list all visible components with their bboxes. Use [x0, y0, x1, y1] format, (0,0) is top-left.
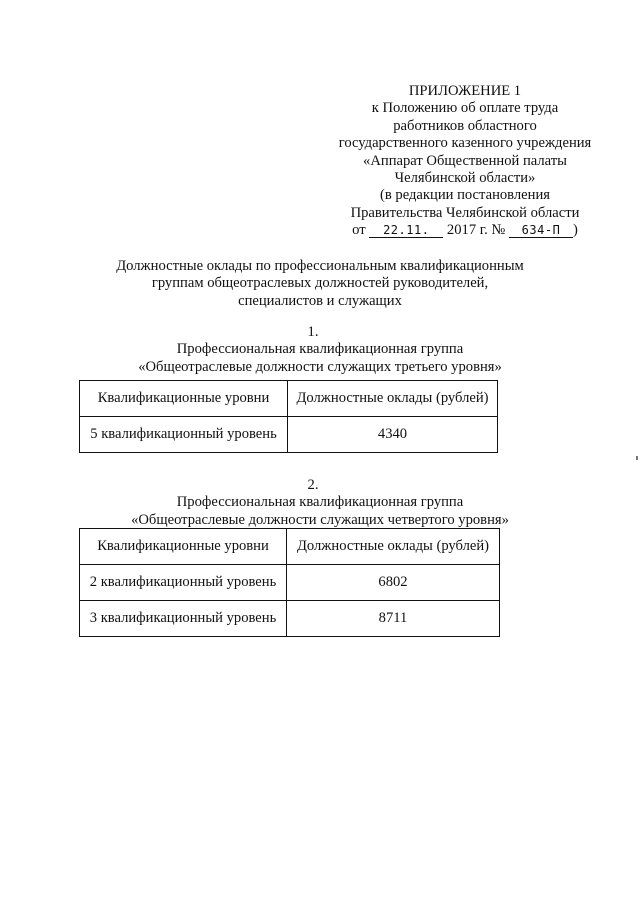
group-heading-1 — [90, 324, 550, 376]
salary-table-2 — [79, 528, 500, 637]
table-row — [80, 565, 500, 601]
title-line: группам общеотраслевых должностей руководителей, — [151, 275, 489, 292]
close-paren: ) — [572, 222, 578, 239]
table-row — [80, 601, 500, 637]
from-label: от — [352, 222, 366, 239]
appendix-line: государственного казенного учреждения — [338, 135, 592, 152]
resolution-date-line — [320, 222, 610, 239]
title-line: Должностные оклады по профессиональным квалификационным — [116, 258, 524, 274]
table-cell-salary: 8711 — [287, 601, 500, 637]
column-header: Квалификационные уровни — [80, 529, 287, 565]
column-header: Должностные оклады (рублей) — [288, 381, 498, 417]
table-cell-salary: 6802 — [287, 565, 500, 601]
document-title — [60, 258, 580, 310]
table-header-row — [80, 529, 500, 565]
table-cell-salary: 4340 — [288, 417, 498, 453]
appendix-line: работников областного — [393, 117, 537, 134]
table-cell-level: 2 квалификационный уровень — [80, 565, 287, 601]
title-line: специалистов и служащих — [238, 292, 402, 309]
appendix-line: «Аппарат Общественной палаты — [363, 152, 567, 169]
appendix-line: к Положению об оплате труда — [371, 100, 559, 117]
appendix-line: (в редакции постановления — [380, 187, 550, 204]
group-heading-text: Профессиональная квалификационная группа — [176, 341, 464, 358]
resolution-number: 634-П — [509, 223, 573, 238]
group-heading-name: «Общеотраслевые должности служащих четвертого уровня» — [131, 511, 509, 528]
column-header: Квалификационные уровни — [80, 381, 288, 417]
table-cell-level: 3 квалификационный уровень — [80, 601, 287, 637]
appendix-header — [320, 83, 610, 240]
salary-table-1 — [79, 380, 498, 453]
appendix-line: Правительства Челябинской области — [350, 204, 580, 221]
table-header-row — [80, 381, 498, 417]
group-heading-2 — [90, 477, 550, 529]
group-heading-line — [90, 477, 550, 512]
column-header: Должностные оклады (рублей) — [287, 529, 500, 565]
year-number-label: 2017 г. № — [446, 222, 506, 239]
group-heading-line — [90, 324, 550, 359]
appendix-line: Челябинской области» — [394, 170, 536, 187]
group-number: 1. — [307, 324, 319, 340]
group-number: 2. — [307, 477, 319, 493]
table-row — [80, 417, 498, 453]
scan-speck — [636, 456, 638, 460]
table-cell-level: 5 квалификационный уровень — [80, 417, 288, 453]
group-heading-text: Профессиональная квалификационная группа — [176, 494, 464, 511]
appendix-title: ПРИЛОЖЕНИЕ 1 — [408, 83, 522, 99]
group-heading-name: «Общеотраслевые должности служащих третьего уровня» — [138, 358, 502, 375]
resolution-date: 22.11. — [369, 223, 443, 238]
